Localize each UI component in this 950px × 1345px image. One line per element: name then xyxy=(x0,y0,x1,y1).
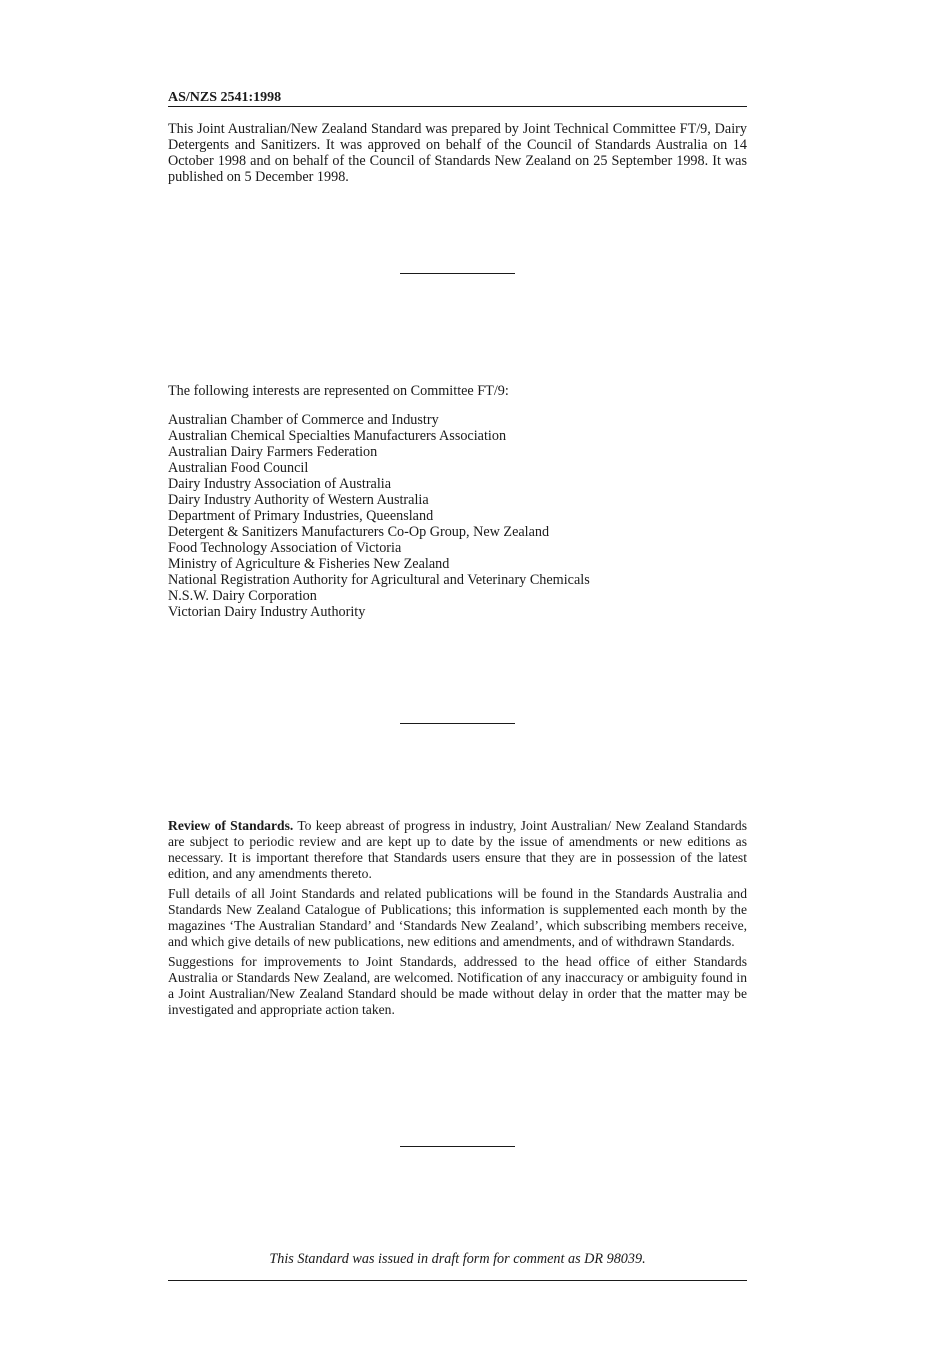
interests-list xyxy=(168,412,590,620)
review-of-standards xyxy=(168,818,747,1022)
section-divider xyxy=(400,723,515,724)
catalogue-paragraph: Full details of all Joint Standards and related publications will be found in the Standards Australia and Standards New Zealand Catalogue of Publications; this information is supplemented each month by the magazines ‘The Australian Standard’ and ‘Standards New Zealand’, which subscribing members receive, and which give details of new publications, new editions and amendments, and of withdrawn Standards. xyxy=(168,886,747,949)
list-item: N.S.W. Dairy Corporation xyxy=(168,588,317,604)
section-divider xyxy=(400,273,515,274)
footer-rule xyxy=(168,1280,747,1281)
suggestions-paragraph: Suggestions for improvements to Joint Standards, addressed to the head office of either Standards Australia or Standards New Zealand, are welcomed. Notification of any inaccuracy or ambiguity found in a Joint Australian/New Zealand Standard should be made without delay in order that the matter may be investigated and appropriate action taken. xyxy=(168,954,747,1017)
list-item: Food Technology Association of Victoria xyxy=(168,540,402,556)
list-item: National Registration Authority for Agricultural and Veterinary Chemicals xyxy=(168,572,590,588)
list-item: Australian Dairy Farmers Federation xyxy=(168,444,378,460)
list-item: Ministry of Agriculture & Fisheries New Zealand xyxy=(168,556,450,572)
list-item: Australian Chemical Specialties Manufacturers Association xyxy=(168,428,507,444)
list-item: Department of Primary Industries, Queensland xyxy=(168,508,434,524)
interests-intro: The following interests are represented on Committee FT/9: xyxy=(168,383,509,399)
section-divider xyxy=(400,1146,515,1147)
list-item: Australian Chamber of Commerce and Industry xyxy=(168,412,439,428)
list-item: Dairy Industry Association of Australia xyxy=(168,476,392,492)
list-item: Dairy Industry Authority of Western Australia xyxy=(168,492,429,508)
list-item: Victorian Dairy Industry Authority xyxy=(168,604,366,620)
standard-id: AS/NZS 2541:1998 xyxy=(168,90,282,105)
review-paragraph-text: To keep abreast of progress in industry, Joint Australian/ New Zealand Standards are subject to periodic review and are kept up to date by the issue of amendments or new editions as necessary. It is important therefore that Standards users ensure that they are in possession of the latest edition, and any amendments thereto. xyxy=(168,818,747,881)
review-heading: Review of Standards. xyxy=(168,818,294,833)
list-item: Detergent & Sanitizers Manufacturers Co-Op Group, New Zealand xyxy=(168,524,550,540)
preparation-statement: This Joint Australian/New Zealand Standard was prepared by Joint Technical Committee FT/9, Dairy Detergents and Sanitizers. It was approved on behalf of the Council of Standards Australia on 14 October 1998 and on behalf of the Council of Standards New Zealand on 25 September 1998. It was published on 5 December 1998. xyxy=(168,121,747,185)
draft-note: This Standard was issued in draft form for comment as DR 98039. xyxy=(269,1251,646,1267)
header-rule xyxy=(168,106,747,107)
list-item: Australian Food Council xyxy=(168,460,309,476)
review-paragraph xyxy=(168,818,747,882)
